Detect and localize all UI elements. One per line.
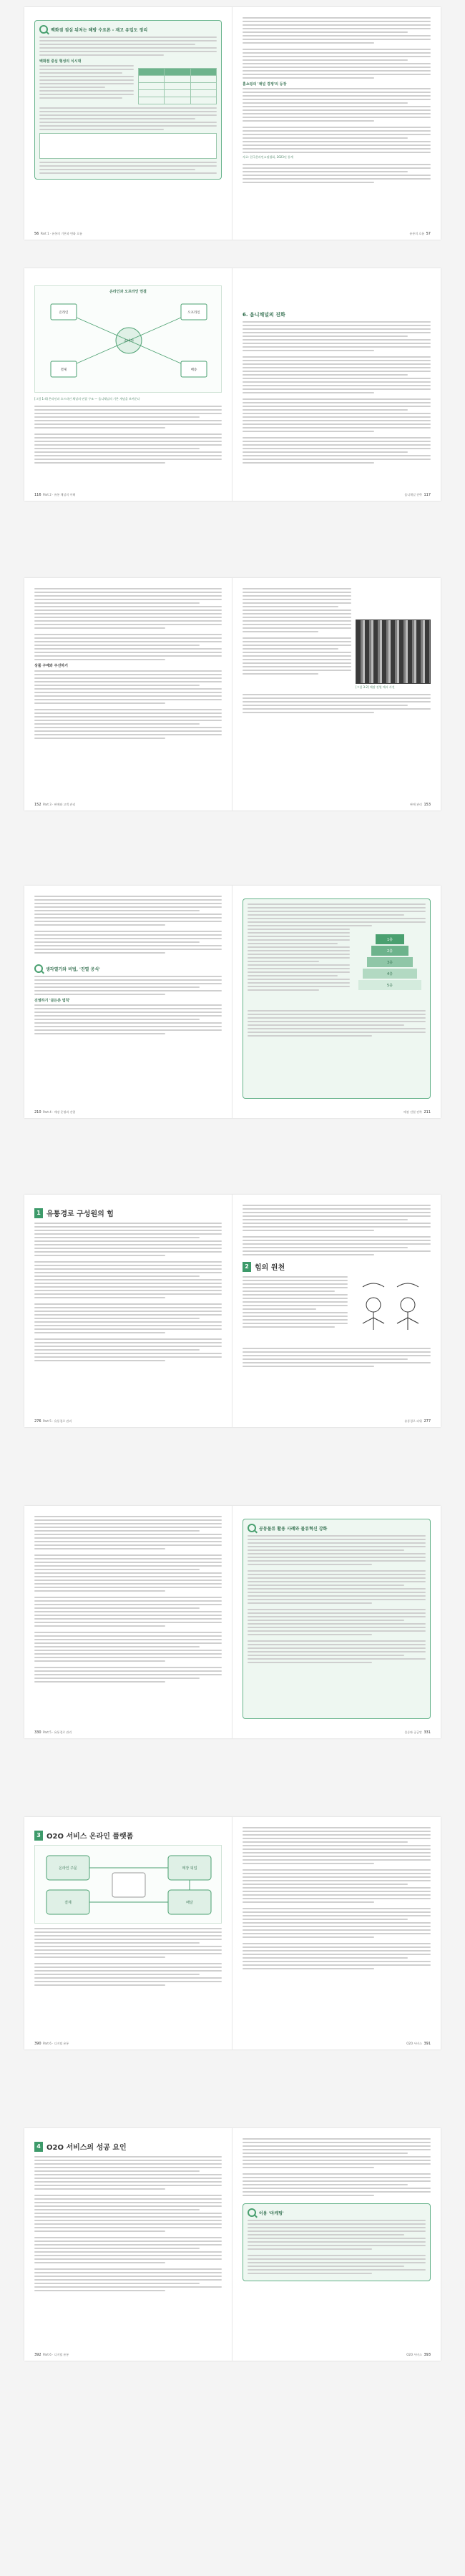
shelf-level-label: 5층 — [386, 984, 393, 988]
running-header: Part 5 · 유통경로 관리 — [43, 1730, 72, 1734]
page-number: 210 — [34, 1110, 41, 1115]
running-header: Part 1 · 유통의 기본과 변화 흐름 — [40, 232, 82, 235]
text-and-photo — [243, 588, 431, 694]
magnifier-icon — [248, 2208, 256, 2217]
page-330 — [24, 1506, 232, 1738]
page-footer — [34, 1730, 222, 1735]
chapter-number: 1 — [34, 1208, 43, 1218]
running-header: O2O 서비스 — [406, 2353, 422, 2356]
flow-label: 온라인 주문 — [59, 1866, 77, 1871]
page-number: 392 — [34, 2353, 41, 2357]
tip-box — [243, 2203, 431, 2281]
page-391 — [232, 1817, 441, 2049]
running-header: 옴니채널 전략 — [404, 493, 422, 496]
data-table — [138, 65, 217, 107]
page-footer — [34, 493, 222, 497]
info-box-header — [39, 25, 217, 34]
page-footer — [243, 493, 431, 497]
case-box-title: 공동물류 활용 사례와 물류혁신 강화 — [259, 1526, 328, 1532]
book-spread-2 — [24, 268, 441, 501]
page-footer — [34, 232, 222, 236]
chapter-number: 4 — [34, 2142, 43, 2152]
photo-caption: [그림 3-2] 매장 진열 예시 사진 — [356, 685, 395, 689]
text-and-figure — [248, 929, 426, 1010]
page-153 — [232, 578, 441, 810]
page-footer — [34, 1110, 222, 1115]
page-152 — [24, 578, 232, 810]
text-with-table — [39, 65, 217, 107]
tip-box-header — [248, 2208, 426, 2217]
page-390 — [24, 1817, 232, 2049]
running-header: 유통의 흐름 — [409, 232, 425, 235]
page-392 — [24, 2128, 232, 2361]
book-spread-6 — [24, 1506, 441, 1738]
page-footer — [243, 2042, 431, 2046]
book-spread-5 — [24, 1195, 441, 1427]
o2o-flow-diagram — [34, 1845, 222, 1924]
info-box — [243, 898, 431, 1099]
shelf-levels-figure — [354, 929, 426, 1010]
page-number: 153 — [424, 803, 431, 807]
chapter-heading — [34, 2141, 222, 2152]
case-box-header — [248, 1524, 426, 1532]
magnifier-icon — [39, 25, 48, 34]
page-331 — [232, 1506, 441, 1738]
book-spread-8 — [24, 2128, 441, 2361]
running-header: 물류와 공급망 — [404, 1730, 422, 1734]
figure-caption: [그림 1-4] 온라인과 오프라인 채널의 연결 구조 — 옴니채널의 기본 개념을 보여준다 — [34, 397, 140, 401]
chapter-heading — [34, 1208, 222, 1218]
page-number: 152 — [34, 803, 41, 807]
page-number: 331 — [424, 1730, 431, 1735]
book-spread-3 — [24, 578, 441, 810]
page-footer — [34, 2353, 222, 2357]
page-footer — [243, 2353, 431, 2357]
page-117 — [232, 268, 441, 501]
page-number: 391 — [424, 2042, 431, 2046]
info-box-subtitle: 백화점 중심 형성의 식시대 — [39, 59, 82, 64]
chapter-number: 2 — [243, 1262, 251, 1272]
section-title: 6. 옴니채널의 진화 — [243, 312, 285, 318]
case-box — [243, 1519, 431, 1719]
running-header: Part 6 · 디지털 유통 — [43, 2042, 69, 2045]
page-number: 277 — [424, 1419, 431, 1424]
running-header: 매장 진열 전략 — [403, 1110, 422, 1114]
chapter-number: 3 — [34, 1831, 43, 1841]
page-footer — [243, 1110, 431, 1115]
shelf-level-label: 1층 — [386, 938, 393, 942]
tip-header — [34, 964, 222, 973]
running-header: Part 2 · 유통 채널의 이해 — [43, 493, 76, 496]
running-header: 판매 관리 — [410, 803, 422, 806]
running-header: Part 5 · 유통경로 관리 — [43, 1419, 72, 1423]
chapter-title: 유통경로 구성원의 힘 — [46, 1210, 114, 1218]
shelf-level-label: 3층 — [386, 961, 393, 965]
chapter-title: 힘의 원천 — [255, 1264, 285, 1272]
magnifier-icon — [248, 1524, 256, 1532]
cartoon-illustration — [352, 1276, 431, 1348]
diagram-title: 온라인과 오프라인 연결 — [109, 290, 147, 294]
book-spread-1 — [24, 7, 441, 240]
chapter-title: O2O 서비스 온라인 플랫폼 — [46, 1833, 134, 1841]
shelf-level-label: 4층 — [386, 972, 393, 976]
page-number: 116 — [34, 493, 41, 497]
tip-subtitle: 진열하기 '골든존 법칙' — [34, 999, 71, 1003]
bar-graphic — [39, 133, 217, 159]
chapter-title: O2O 서비스의 성공 요인 — [46, 2144, 127, 2152]
diagram-center-label: 소비자 — [123, 339, 134, 343]
section-subtitle: 홈쇼핑의 '채널 경쟁'의 등장 — [243, 82, 287, 87]
diagram-node-label: 오프라인 — [187, 311, 200, 315]
page-276 — [24, 1195, 232, 1427]
page-footer — [34, 1419, 222, 1424]
diagram-node-label: 배송 — [190, 368, 197, 372]
running-header: O2O 서비스 — [406, 2042, 422, 2045]
page-footer — [243, 1730, 431, 1735]
info-box — [34, 20, 222, 180]
tip-box-title: 이용 '마케팅' — [259, 2210, 284, 2216]
magnifier-icon — [34, 964, 43, 973]
book-spread-4 — [24, 886, 441, 1118]
page-210 — [24, 886, 232, 1118]
page-footer — [243, 1419, 431, 1424]
page-number: 211 — [424, 1110, 431, 1115]
tip-title: 생각열기와 비법, '진열 공식' — [46, 966, 100, 972]
page-211 — [232, 886, 441, 1118]
page-277 — [232, 1195, 441, 1427]
running-header: Part 3 · 판매와 고객 관리 — [43, 803, 76, 806]
book-spread-7 — [24, 1817, 441, 2049]
flow-label: 배달 — [186, 1901, 193, 1905]
page-56 — [24, 7, 232, 240]
diagram-node-label: 결제 — [60, 368, 67, 372]
page-number: 393 — [424, 2353, 431, 2357]
page-number: 330 — [34, 1730, 41, 1735]
page-number: 56 — [34, 232, 39, 236]
page-393 — [232, 2128, 441, 2361]
running-header: 유통경로 파워 — [404, 1419, 422, 1423]
flow-label: 매장 픽업 — [182, 1866, 197, 1871]
running-header: Part 4 · 매장 운영과 진열 — [43, 1110, 76, 1114]
store-shelf-photo — [356, 619, 431, 684]
text-and-illustration — [243, 1276, 431, 1348]
diagram-svg — [35, 294, 222, 387]
page-number: 390 — [34, 2042, 41, 2046]
flow-label: 결제 — [64, 1901, 72, 1905]
page-number: 276 — [34, 1419, 41, 1424]
diagram-node-label: 온라인 — [59, 311, 69, 315]
info-box-title: 백화점 점심 뒤처는 해방 수요론 - 재고 유입도 정리 — [51, 27, 148, 33]
page-footer — [243, 803, 431, 807]
network-diagram — [34, 285, 222, 393]
page-57 — [232, 7, 441, 240]
page-footer — [34, 803, 222, 807]
page-number: 117 — [424, 493, 431, 497]
chapter-heading — [243, 1261, 431, 1272]
bullet-heading: 상품 구매와 주선하기 — [34, 664, 68, 668]
source-caption: 자료: 한국온라인쇼핑협회, 2023년 통계 — [243, 155, 293, 159]
page-116 — [24, 268, 232, 501]
running-header: Part 6 · 디지털 유통 — [43, 2353, 69, 2356]
page-footer — [34, 2042, 222, 2046]
page-footer — [243, 232, 431, 236]
chapter-heading — [34, 1830, 222, 1841]
page-number: 57 — [426, 232, 431, 236]
shelf-level-label: 2층 — [386, 949, 393, 954]
